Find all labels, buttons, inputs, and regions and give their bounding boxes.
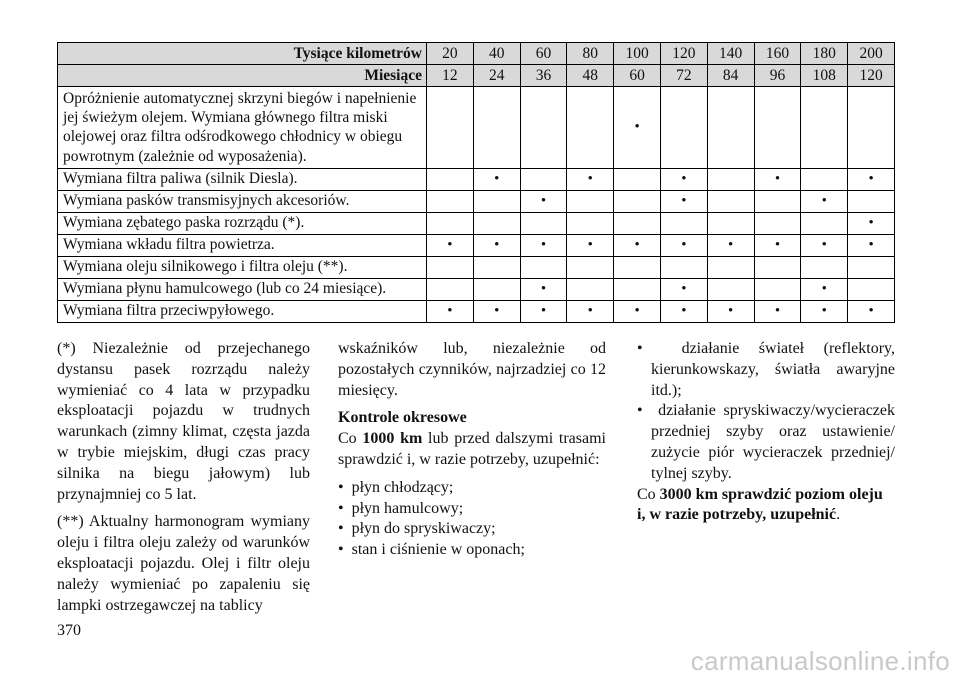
km-value: 40: [473, 43, 520, 65]
interval-mark: [848, 256, 895, 278]
interval-mark: [427, 212, 474, 234]
interval-mark: •: [660, 300, 707, 322]
interval-mark: •: [707, 234, 754, 256]
check-item: • działanie spryskiwaczy/wycieraczek przedniej szyby oraz ustawienie/ zużycie piór wycieraczek przedniej/ tylnej szyby.: [637, 402, 895, 482]
interval-mark: [707, 278, 754, 300]
schedule-row: [58, 256, 895, 278]
interval-mark: •: [520, 190, 567, 212]
interval-mark: •: [660, 234, 707, 256]
interval-mark: [427, 190, 474, 212]
note-text: Co: [637, 485, 660, 503]
month-value: 84: [707, 65, 754, 87]
schedule-row: [58, 234, 895, 256]
service-item-label: Wymiana filtra paliwa (silnik Diesla).: [58, 168, 427, 190]
interval-mark: [848, 190, 895, 212]
interval-mark: •: [707, 300, 754, 322]
interval-mark: •: [848, 212, 895, 234]
interval-mark: •: [614, 234, 661, 256]
interval-mark: [427, 278, 474, 300]
service-item-label: Wymiana zębatego paska rozrządu (*).: [58, 212, 427, 234]
maintenance-schedule-table: [57, 42, 895, 323]
months-header-row: [58, 65, 895, 87]
service-item-label: Wymiana pasków transmisyjnych akcesoriów.: [58, 190, 427, 212]
schedule-row: [58, 190, 895, 212]
km-header-row: [58, 43, 895, 65]
page-number: 370: [57, 622, 81, 639]
interval-mark: •: [754, 168, 801, 190]
interval-mark: [567, 212, 614, 234]
interval-mark: [427, 168, 474, 190]
interval-mark: [567, 256, 614, 278]
check-item-text: działanie spryskiwaczy/wycieraczek przedniej szyby oraz ustawienie/ zużycie piór wycieraczek przedniej/ tylnej szyby.: [651, 402, 895, 482]
interval-mark: •: [848, 168, 895, 190]
interval-mark: [754, 256, 801, 278]
intro-distance: 1000 km: [362, 430, 423, 448]
interval-mark: •: [660, 168, 707, 190]
check-item: • stan i ciśnienie w oponach;: [338, 541, 525, 559]
check-item: • płyn hamulcowy;: [338, 499, 464, 517]
interval-mark: •: [848, 234, 895, 256]
month-value: 108: [801, 65, 848, 87]
interval-mark: [614, 212, 661, 234]
interval-mark: •: [614, 87, 661, 169]
month-value: 12: [427, 65, 474, 87]
checks-intro: [338, 429, 606, 471]
section-heading: Kontrole okresowe: [338, 409, 467, 427]
interval-mark: [473, 278, 520, 300]
km-value: 120: [660, 43, 707, 65]
interval-mark: [520, 256, 567, 278]
interval-mark: [801, 87, 848, 169]
month-value: 48: [567, 65, 614, 87]
check-item-text: płyn chłodzący;: [351, 478, 454, 496]
interval-mark: [801, 256, 848, 278]
service-item-label: Wymiana filtra przeciwpyłowego.: [58, 300, 427, 322]
interval-mark: •: [427, 234, 474, 256]
km-value: 80: [567, 43, 614, 65]
interval-mark: •: [801, 300, 848, 322]
interval-mark: [707, 256, 754, 278]
month-value: 96: [754, 65, 801, 87]
interval-mark: [614, 190, 661, 212]
km-value: 140: [707, 43, 754, 65]
km-value: 180: [801, 43, 848, 65]
check-item-text: stan i ciśnienie w oponach;: [351, 541, 525, 559]
schedule-row: [58, 212, 895, 234]
interval-mark: •: [567, 300, 614, 322]
schedule-row: [58, 278, 895, 300]
intro-text: lub przed dalszymi trasami sprawdzić i, w razie potrzeby, uzupełnić:: [338, 430, 606, 468]
check-item: • działanie świateł (reflektory, kierunkowskazy, światła awaryjne itd.);: [637, 340, 895, 399]
intro-text: Co: [338, 430, 363, 448]
note-text: .: [836, 506, 841, 524]
interval-mark: •: [660, 190, 707, 212]
interval-mark: •: [473, 168, 520, 190]
interval-mark: [567, 278, 614, 300]
note-bold: 3000 km sprawdzić poziom oleju i, w razie potrzeby, uzupełnić: [637, 485, 883, 524]
oil-level-note: [637, 485, 895, 527]
interval-mark: •: [614, 300, 661, 322]
interval-mark: [660, 87, 707, 169]
footnote-continuation: wskaźników lub, niezależnie od pozostałych czynników, najrzadziej co 12 miesięcy.: [338, 340, 606, 399]
interval-mark: •: [754, 300, 801, 322]
check-item: • płyn chłodzący;: [338, 478, 454, 496]
interval-mark: [754, 212, 801, 234]
interval-mark: [473, 256, 520, 278]
interval-mark: [427, 256, 474, 278]
interval-mark: •: [660, 278, 707, 300]
month-value: 60: [614, 65, 661, 87]
interval-mark: [614, 256, 661, 278]
interval-mark: [614, 168, 661, 190]
checks-continued-column: [637, 339, 895, 526]
periodic-checks-column: [338, 339, 606, 561]
interval-mark: [660, 212, 707, 234]
interval-mark: •: [801, 190, 848, 212]
interval-mark: [848, 278, 895, 300]
km-value: 20: [427, 43, 474, 65]
service-item-label: Wymiana płynu hamulcowego (lub co 24 miesiące).: [58, 278, 427, 300]
check-item-text: płyn hamulcowy;: [351, 499, 464, 517]
interval-mark: •: [801, 278, 848, 300]
check-item-text: płyn do spryskiwaczy;: [351, 520, 496, 538]
schedule-row: [58, 87, 895, 169]
interval-mark: [427, 87, 474, 169]
interval-mark: [754, 278, 801, 300]
interval-mark: •: [567, 168, 614, 190]
interval-mark: [707, 212, 754, 234]
interval-mark: [754, 190, 801, 212]
check-item-text: działanie świateł (reflektory, kierunkowskazy, światła awaryjne itd.);: [651, 340, 895, 399]
interval-mark: •: [848, 300, 895, 322]
service-item-label: Opróżnienie automatycznej skrzyni biegów i napełnienie jej świeżym olejem. Wymiana głównego filtra miski olejowej oraz filtra odśrodkowego chłodnicy w obiegu powrotnym (zależnie od wyposażenia).: [58, 87, 427, 169]
km-value: 200: [848, 43, 895, 65]
interval-mark: [567, 190, 614, 212]
km-value: 160: [754, 43, 801, 65]
interval-mark: [473, 190, 520, 212]
interval-mark: •: [801, 234, 848, 256]
footnote-timing-belt: (*) Niezależnie od przejechanego dystansu pasek rozrządu należy wymieniać co 4 lata w przypadku eksploatacji pojazdu w trudnych warunkach (zimny klimat, częsta jazda w trybie miejskim, długi czas pracy silnika na biegu jałowym) lub przynajmniej co 5 lat.: [57, 340, 310, 503]
interval-mark: [707, 168, 754, 190]
interval-mark: [520, 212, 567, 234]
interval-mark: [660, 256, 707, 278]
check-item: • płyn do spryskiwaczy;: [338, 520, 496, 538]
interval-mark: •: [754, 234, 801, 256]
interval-mark: [520, 87, 567, 169]
interval-mark: •: [473, 234, 520, 256]
service-item-label: Wymiana oleju silnikowego i filtra oleju (**).: [58, 256, 427, 278]
interval-mark: •: [520, 234, 567, 256]
interval-mark: •: [427, 300, 474, 322]
schedule-row: [58, 300, 895, 322]
interval-mark: [520, 168, 567, 190]
interval-mark: [801, 168, 848, 190]
month-value: 72: [660, 65, 707, 87]
interval-mark: [707, 190, 754, 212]
footnotes-column: [57, 339, 310, 616]
watermark: carmanualsonline.info: [690, 646, 950, 676]
interval-mark: [567, 87, 614, 169]
interval-mark: [848, 87, 895, 169]
month-value: 120: [848, 65, 895, 87]
interval-mark: •: [473, 300, 520, 322]
month-value: 24: [473, 65, 520, 87]
interval-mark: [614, 278, 661, 300]
interval-mark: [754, 87, 801, 169]
service-item-label: Wymiana wkładu filtra powietrza.: [58, 234, 427, 256]
km-header-label: Tysiące kilometrów: [58, 43, 427, 65]
km-value: 100: [614, 43, 661, 65]
interval-mark: [473, 87, 520, 169]
interval-mark: [707, 87, 754, 169]
footnote-oil-change: (**) Aktualny harmonogram wymiany oleju i filtra oleju zależy od warunków eksploatacji pojazdu. Olej i filtr oleju należy wymieniać po zapaleniu się lampki ostrzegawczej na tablicy: [57, 513, 310, 614]
interval-mark: •: [520, 300, 567, 322]
schedule-row: [58, 168, 895, 190]
km-value: 60: [520, 43, 567, 65]
months-header-label: Miesiące: [58, 65, 427, 87]
interval-mark: [801, 212, 848, 234]
month-value: 36: [520, 65, 567, 87]
interval-mark: [473, 212, 520, 234]
interval-mark: •: [567, 234, 614, 256]
interval-mark: •: [520, 278, 567, 300]
